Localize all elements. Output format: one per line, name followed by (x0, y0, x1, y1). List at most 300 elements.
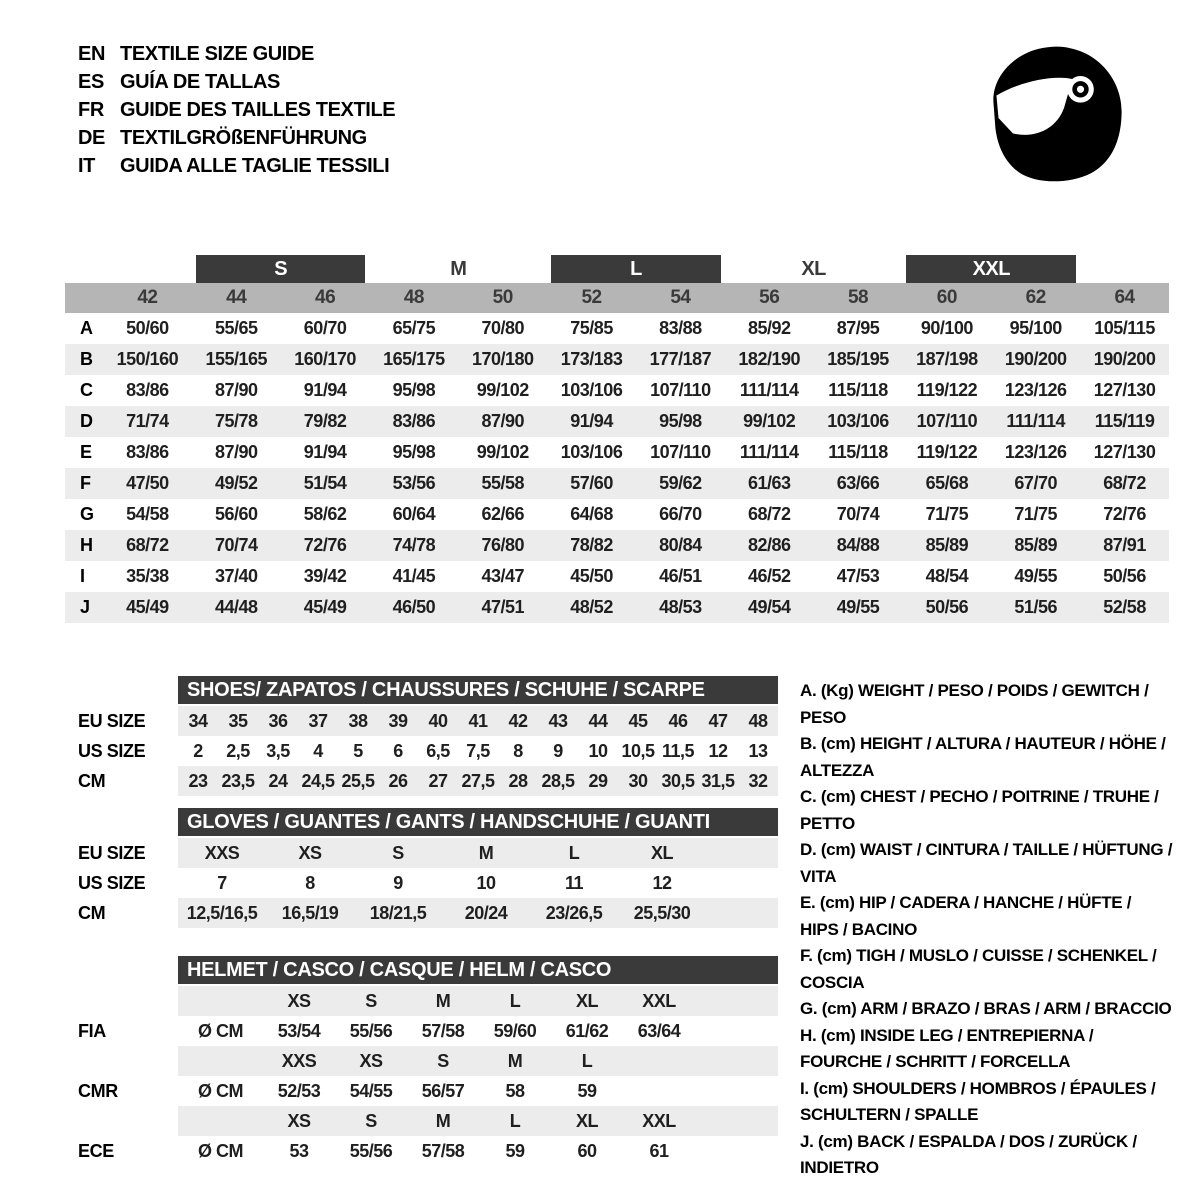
size-value-cell: 91/94 (303, 442, 347, 462)
size-value-cell: 66/70 (659, 504, 702, 524)
helmet-value-cell: 59/60 (493, 1020, 537, 1041)
size-value-cell: 99/102 (743, 411, 796, 431)
size-value-cell: 79/82 (303, 411, 347, 431)
helmet-size-label: XS (287, 990, 311, 1011)
gloves-size-cell: 9 (393, 872, 403, 893)
legend-item: B. (cm) HEIGHT / ALTURA / HAUTEUR / HÖHE / ALTEZZA (800, 734, 1166, 780)
measure-letter: D (80, 411, 93, 431)
size-value-cell: 46/50 (392, 597, 436, 617)
helmet-value-cell: 63/64 (637, 1020, 681, 1041)
helmet-size-label: S (437, 1050, 449, 1071)
size-value-cell: 48/53 (659, 597, 702, 617)
table-row (65, 344, 1169, 375)
size-value-cell: 75/78 (214, 411, 258, 431)
size-group-cell (725, 255, 903, 283)
size-value-cell: 63/66 (836, 473, 880, 493)
size-value-cell: 70/74 (836, 504, 880, 524)
size-value-cell: 50/56 (1103, 566, 1146, 586)
size-group-label: L (551, 255, 721, 283)
gloves-size-cell: 7 (217, 872, 227, 893)
helmet-size-label: XL (575, 1110, 598, 1131)
size-value-cell: 123/126 (1004, 442, 1067, 462)
helmet-value-cell: 54/55 (349, 1080, 393, 1101)
size-value-cell: 48/54 (925, 566, 969, 586)
size-column-header: 44 (226, 287, 247, 308)
table-row (65, 406, 1169, 437)
gloves-size-cell: L (568, 842, 580, 863)
size-value-cell: 62/66 (481, 504, 524, 524)
size-value-cell: 72/76 (303, 535, 347, 555)
size-value-cell: 83/86 (126, 442, 169, 462)
language-row (78, 124, 395, 152)
row-label-eu: EU SIZE (78, 842, 146, 863)
helmet-values-row (78, 1136, 778, 1166)
size-value-cell: 68/72 (1103, 473, 1146, 493)
size-value-cell: 65/75 (392, 318, 436, 338)
gloves-cm-values (178, 898, 778, 928)
gloves-size-cell: 11 (564, 872, 584, 893)
size-value-cell: 87/91 (1103, 535, 1146, 555)
shoes-size-cell: 24,5 (301, 770, 335, 791)
size-value-cell: 55/65 (214, 318, 258, 338)
size-group-spacer (65, 255, 192, 283)
size-value-cell: 95/98 (659, 411, 702, 431)
legend-item: D. (cm) WAIST / CINTURA / TAILLE / HÜFTUNG / VITA (800, 840, 1173, 886)
size-value-cell: 61/63 (747, 473, 791, 493)
size-value-cell: 119/122 (916, 442, 978, 462)
helmet-sizes-cmr (178, 1046, 778, 1076)
language-code: DE (78, 126, 105, 149)
shoes-size-cell: 4 (313, 740, 323, 761)
size-value-cell: 60/64 (392, 504, 436, 524)
size-value-cell: 190/200 (1004, 349, 1067, 369)
size-value-cell: 49/54 (747, 597, 791, 617)
size-value-cell: 44/48 (214, 597, 258, 617)
shoes-size-cell: 13 (748, 740, 768, 761)
size-value-cell: 111/114 (1006, 411, 1065, 431)
shoes-eu-values (178, 706, 778, 736)
size-value-cell: 87/95 (836, 318, 880, 338)
helmet-sizes-row (78, 986, 778, 1016)
size-value-cell: 83/88 (659, 318, 702, 338)
standard-label-fia: FIA (78, 1020, 106, 1041)
helmet-value-cell: 59 (577, 1080, 597, 1101)
gloves-size-cell: 25,5/30 (633, 902, 691, 923)
gloves-size-cell: 23/26,5 (545, 902, 603, 923)
shoes-size-cell: 6 (393, 740, 403, 761)
helmet-size-label: M (435, 990, 451, 1011)
language-row (78, 152, 395, 180)
helmet-sizes-row (78, 1106, 778, 1136)
size-column-header: 48 (403, 287, 424, 308)
size-value-cell: 111/114 (739, 442, 799, 462)
helmet-value-cell: 59 (505, 1140, 525, 1161)
standard-label-ece: ECE (78, 1140, 114, 1161)
size-value-cell: 37/40 (214, 566, 258, 586)
textile-size-table (65, 255, 1169, 623)
legend-item: C. (cm) CHEST / PECHO / POITRINE / TRUHE / PETTO (800, 787, 1159, 833)
gloves-size-cell: 12 (652, 872, 672, 893)
size-value-cell: 71/75 (1014, 504, 1057, 524)
size-value-cell: 59/62 (659, 473, 702, 493)
language-code: IT (78, 154, 95, 177)
size-column-header: 62 (1025, 287, 1046, 308)
size-value-cell: 71/75 (925, 504, 969, 524)
helmet-value-cell: 61 (649, 1140, 669, 1161)
gloves-us-row (78, 868, 778, 898)
measure-letter: I (80, 566, 85, 586)
helmet-values-fia (178, 1016, 778, 1046)
size-value-cell: 65/68 (925, 473, 969, 493)
shoes-size-cell: 43 (548, 710, 568, 731)
size-group-label: S (196, 255, 366, 283)
shoes-size-cell: 27,5 (461, 770, 495, 791)
helmet-title-row (78, 956, 778, 984)
gloves-size-cell: 16,5/19 (281, 902, 339, 923)
racing-helmet-icon (978, 36, 1142, 200)
helmet-value-cell: 58 (505, 1080, 525, 1101)
size-value-cell: 78/82 (570, 535, 613, 555)
size-value-cell: 47/51 (481, 597, 524, 617)
measure-letter: J (80, 597, 90, 617)
gloves-section (78, 808, 778, 928)
helmet-values-row (78, 1076, 778, 1106)
size-value-cell: 47/53 (836, 566, 880, 586)
helmet-value-cell: 53/54 (277, 1020, 321, 1041)
helmet-size-label: XXS (281, 1050, 317, 1071)
shoes-size-cell: 27 (428, 770, 448, 791)
helmet-values-ece (178, 1136, 778, 1166)
gloves-size-cell: XS (298, 842, 322, 863)
size-column-header: 54 (670, 287, 691, 308)
size-value-cell: 43/47 (481, 566, 524, 586)
shoes-size-cell: 5 (353, 740, 363, 761)
size-value-cell: 103/106 (560, 442, 623, 462)
shoes-size-cell: 8 (513, 740, 523, 761)
helmet-value-cell: 52/53 (277, 1080, 321, 1101)
shoes-size-cell: 39 (388, 710, 408, 731)
table-row (65, 375, 1169, 406)
size-value-cell: 41/45 (392, 566, 436, 586)
size-value-cell: 64/68 (570, 504, 613, 524)
size-value-cell: 91/94 (303, 380, 347, 400)
helmet-value-cell: 55/56 (349, 1020, 393, 1041)
shoes-size-cell: 45 (628, 710, 648, 731)
measure-letter: H (80, 535, 93, 555)
numeric-size-row (65, 283, 1169, 313)
size-value-cell: 57/60 (570, 473, 613, 493)
size-group-cell (547, 255, 725, 283)
size-group-cell (902, 255, 1080, 283)
size-group-row (65, 255, 1169, 283)
shoes-cm-values (178, 766, 778, 796)
size-value-cell: 54/58 (126, 504, 169, 524)
helmet-title-bar: HELMET / CASCO / CASQUE / HELM / CASCO (178, 956, 778, 984)
shoes-size-cell: 2 (193, 740, 203, 761)
size-value-cell: 115/119 (1094, 411, 1155, 431)
section-gap (78, 928, 778, 956)
table-row (65, 561, 1169, 592)
shoes-size-cell: 2,5 (226, 740, 250, 761)
legend-item: H. (cm) INSIDE LEG / ENTREPIERNA / FOURCHE / SCHRITT / FORCELLA (800, 1025, 1094, 1071)
gloves-size-cell: M (478, 842, 494, 863)
size-value-cell: 115/118 (828, 442, 888, 462)
size-group-label: XL (801, 258, 826, 280)
shoes-size-cell: 41 (468, 710, 488, 731)
language-row (78, 40, 395, 68)
size-column-header: 64 (1114, 287, 1135, 308)
size-value-cell: 103/106 (827, 411, 889, 431)
size-value-cell: 107/110 (916, 411, 978, 431)
size-value-cell: 83/86 (126, 380, 169, 400)
size-value-cell: 105/115 (1094, 318, 1155, 338)
language-row (78, 96, 395, 124)
helmet-size-label: M (435, 1110, 451, 1131)
size-value-cell: 75/85 (570, 318, 613, 338)
helmet-section (78, 956, 778, 1166)
size-value-cell: 182/190 (738, 349, 800, 369)
legend-item: E. (cm) HIP / CADERA / HANCHE / HÜFTE / HIPS / BACINO (800, 893, 1132, 939)
size-value-cell: 103/106 (560, 380, 623, 400)
size-value-cell: 85/92 (747, 318, 791, 338)
shoes-size-cell: 32 (748, 770, 768, 791)
size-value-cell: 51/54 (303, 473, 347, 493)
size-value-cell: 45/49 (303, 597, 347, 617)
helmet-size-label: XS (359, 1050, 383, 1071)
shoes-size-cell: 31,5 (701, 770, 735, 791)
shoes-size-cell: 23,5 (221, 770, 255, 791)
footwear-accessory-tables (78, 676, 778, 1166)
table-row (65, 592, 1169, 623)
helmet-value-cell: 53 (289, 1140, 309, 1161)
language-title: GUIDA ALLE TAGLIE TESSILI (120, 154, 390, 177)
legend-item: F. (cm) TIGH / MUSLO / CUISSE / SCHENKEL / COSCIA (800, 946, 1157, 992)
size-value-cell: 107/110 (650, 442, 711, 462)
size-value-cell: 50/60 (126, 318, 169, 338)
shoes-size-cell: 40 (428, 710, 448, 731)
size-value-cell: 53/56 (392, 473, 436, 493)
size-value-cell: 68/72 (747, 504, 791, 524)
row-label-us: US SIZE (78, 740, 146, 761)
shoes-size-cell: 28,5 (541, 770, 575, 791)
shoes-size-cell: 46 (668, 710, 688, 731)
size-value-cell: 165/175 (383, 349, 445, 369)
size-value-cell: 170/180 (471, 349, 534, 369)
language-title: GUIDE DES TAILLES TEXTILE (120, 98, 396, 121)
shoes-size-cell: 9 (553, 740, 563, 761)
standard-label-cmr: CMR (78, 1080, 118, 1101)
gloves-title-bar: GLOVES / GUANTES / GANTS / HANDSCHUHE / GUANTI (178, 808, 778, 836)
helmet-size-label: L (581, 1050, 593, 1071)
language-title: TEXTILGRÖßENFÜHRUNG (120, 126, 367, 149)
gloves-size-cell: 20/24 (464, 902, 508, 923)
size-value-cell: 95/100 (1009, 318, 1062, 338)
size-column-header: 50 (492, 287, 513, 308)
shoes-size-cell: 30,5 (661, 770, 695, 791)
shoes-eu-row (78, 706, 778, 736)
size-value-cell: 84/88 (836, 535, 880, 555)
size-value-cell: 187/198 (916, 349, 978, 369)
size-value-cell: 173/183 (560, 349, 623, 369)
table-row (65, 437, 1169, 468)
gloves-size-cell: 12,5/16,5 (186, 902, 258, 923)
size-value-cell: 95/98 (392, 442, 436, 462)
shoes-size-cell: 48 (748, 710, 768, 731)
size-value-cell: 70/74 (214, 535, 258, 555)
size-value-cell: 119/122 (916, 380, 978, 400)
helmet-value-cell: 60 (577, 1140, 597, 1161)
helmet-size-label: S (365, 1110, 377, 1131)
size-value-cell: 87/90 (214, 442, 258, 462)
textile-size-table-head (65, 255, 1169, 313)
size-value-cell: 76/80 (481, 535, 524, 555)
shoes-size-cell: 3,5 (266, 740, 290, 761)
size-value-cell: 85/89 (1014, 535, 1057, 555)
helmet-size-label: S (365, 990, 377, 1011)
textile-size-table-body (65, 313, 1169, 623)
size-value-cell: 48/52 (570, 597, 613, 617)
size-value-cell: 83/86 (392, 411, 436, 431)
row-label-eu: EU SIZE (78, 710, 146, 731)
shoes-size-cell: 25,5 (341, 770, 375, 791)
gloves-size-cell: 8 (305, 872, 315, 893)
shoes-title-row (78, 676, 778, 704)
size-value-cell: 91/94 (570, 411, 613, 431)
shoes-cm-row (78, 766, 778, 796)
size-group-label: XXL (906, 255, 1076, 283)
size-value-cell: 71/74 (126, 411, 169, 431)
shoes-size-cell: 47 (708, 710, 728, 731)
size-value-cell: 87/90 (214, 380, 258, 400)
size-value-cell: 46/52 (747, 566, 791, 586)
table-row (65, 468, 1169, 499)
gloves-eu-values (178, 838, 778, 868)
helmet-sizes-fia (178, 986, 778, 1016)
size-value-cell: 90/100 (920, 318, 973, 338)
size-value-cell: 56/60 (214, 504, 258, 524)
shoes-size-cell: 10 (588, 740, 608, 761)
measure-letter: E (80, 442, 92, 462)
size-value-cell: 155/165 (205, 349, 268, 369)
size-value-cell: 115/118 (828, 380, 888, 400)
measure-letter: C (80, 380, 93, 400)
size-value-cell: 160/170 (294, 349, 356, 369)
diameter-label: Ø CM (198, 1080, 243, 1101)
helmet-value-cell: 56/57 (421, 1080, 465, 1101)
size-value-cell: 190/200 (1093, 349, 1156, 369)
helmet-values-row (78, 1016, 778, 1046)
language-list (78, 40, 395, 180)
size-value-cell: 72/76 (1103, 504, 1146, 524)
shoes-size-cell: 30 (628, 770, 648, 791)
shoes-size-cell: 36 (268, 710, 288, 731)
size-value-cell: 50/56 (925, 597, 969, 617)
size-value-cell: 177/187 (649, 349, 712, 369)
size-value-cell: 51/56 (1014, 597, 1057, 617)
size-value-cell: 70/80 (481, 318, 524, 338)
gloves-title-row (78, 808, 778, 836)
legend-item: G. (cm) ARM / BRAZO / BRAS / ARM / BRACCIO (800, 999, 1172, 1018)
helmet-values-cmr (178, 1076, 778, 1106)
helmet-size-label: XL (575, 990, 598, 1011)
legend-item: J. (cm) BACK / ESPALDA / DOS / ZURÜCK / INDIETRO (800, 1131, 1137, 1177)
shoes-title-bar: SHOES/ ZAPATOS / CHAUSSURES / SCHUHE / SCARPE (178, 676, 778, 704)
shoes-size-cell: 24 (268, 770, 288, 791)
helmet-value-cell: 61/62 (565, 1020, 609, 1041)
table-row (65, 530, 1169, 561)
size-value-cell: 80/84 (659, 535, 702, 555)
size-column-header: 52 (581, 287, 602, 308)
helmet-value-cell: 57/58 (421, 1140, 465, 1161)
size-column-header: 58 (847, 287, 869, 308)
size-column-header: 56 (759, 287, 780, 308)
helmet-size-label: XXL (642, 1110, 676, 1131)
language-code: FR (78, 98, 104, 121)
size-group-label: M (450, 258, 467, 280)
size-value-cell: 39/42 (303, 566, 347, 586)
measure-letter: A (80, 318, 93, 338)
shoes-size-cell: 35 (228, 710, 248, 731)
section-gap (78, 796, 778, 808)
size-value-cell: 85/89 (925, 535, 969, 555)
diameter-label: Ø CM (198, 1020, 243, 1041)
row-label-cm: CM (78, 770, 106, 791)
gloves-size-cell: 10 (476, 872, 496, 893)
helmet-size-label: XS (287, 1110, 311, 1131)
measure-letter: G (80, 504, 94, 524)
language-title: TEXTILE SIZE GUIDE (120, 42, 314, 65)
size-value-cell: 58/62 (303, 504, 347, 524)
helmet-value-cell: 55/56 (349, 1140, 393, 1161)
helmet-sizes-ece (178, 1106, 778, 1136)
size-value-cell: 111/114 (739, 380, 799, 400)
gloves-cm-row (78, 898, 778, 928)
size-value-cell: 123/126 (1004, 380, 1067, 400)
shoes-section (78, 676, 778, 796)
language-code: ES (78, 70, 104, 93)
size-value-cell: 45/49 (126, 597, 169, 617)
size-column-header: 46 (315, 287, 336, 308)
shoes-size-cell: 34 (188, 710, 208, 731)
size-group-cell (192, 255, 370, 283)
shoes-size-cell: 44 (588, 710, 608, 731)
size-value-cell: 68/72 (126, 535, 169, 555)
legend-item: A. (Kg) WEIGHT / PESO / POIDS / GEWITCH / PESO (800, 681, 1149, 727)
size-value-cell: 35/38 (126, 566, 169, 586)
shoes-size-cell: 28 (508, 770, 528, 791)
size-value-cell: 127/130 (1093, 442, 1156, 462)
shoes-size-cell: 37 (308, 710, 328, 731)
shoes-size-cell: 6,5 (426, 740, 450, 761)
size-value-cell: 82/86 (747, 535, 791, 555)
size-value-cell: 67/70 (1014, 473, 1057, 493)
visor-pivot-center (1077, 86, 1084, 93)
legend-item: I. (cm) SHOULDERS / HOMBROS / ÉPAULES / SCHULTERN / SPALLE (800, 1078, 1156, 1124)
shoes-size-cell: 12 (708, 740, 728, 761)
language-row (78, 68, 395, 96)
helmet-size-label: XXL (642, 990, 676, 1011)
gloves-size-cell: XL (650, 842, 673, 863)
helmet-size-label: L (509, 990, 521, 1011)
helmet-size-label: L (509, 1110, 521, 1131)
gloves-size-cell: XXS (204, 842, 240, 863)
helmet-value-cell: 57/58 (421, 1020, 465, 1041)
shoes-size-cell: 29 (588, 770, 608, 791)
size-value-cell: 47/50 (126, 473, 169, 493)
size-value-cell: 49/55 (836, 597, 880, 617)
shoes-size-cell: 23 (188, 770, 208, 791)
language-title: GUÍA DE TALLAS (120, 70, 280, 93)
